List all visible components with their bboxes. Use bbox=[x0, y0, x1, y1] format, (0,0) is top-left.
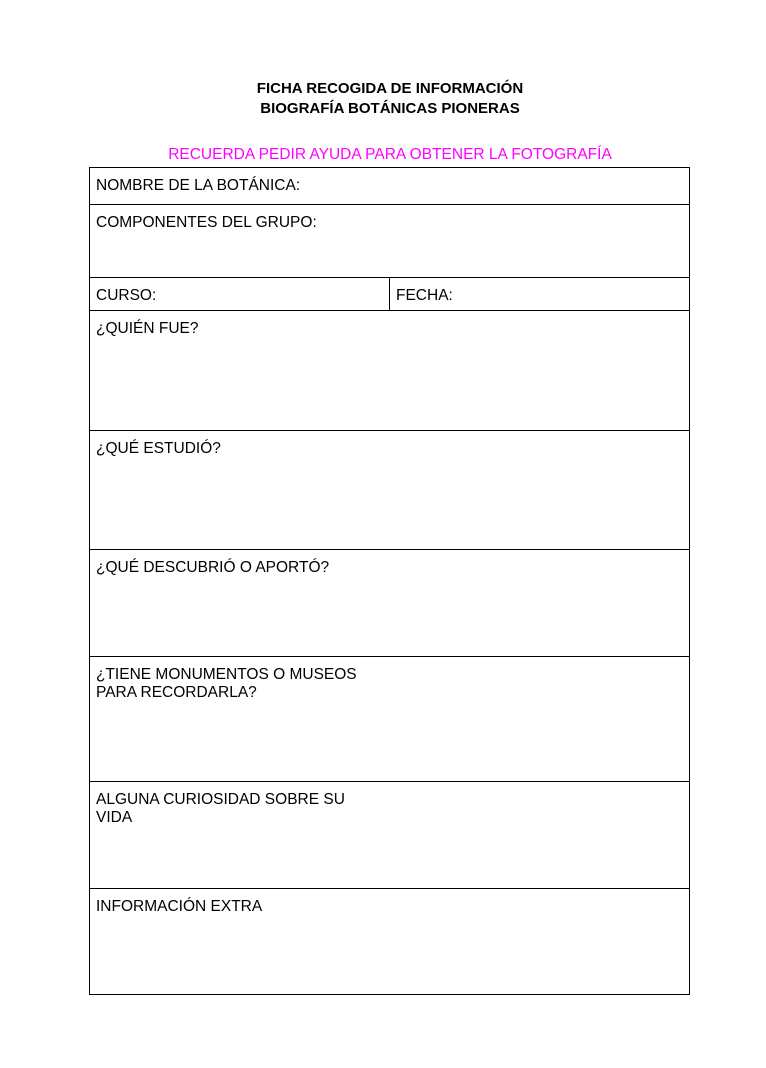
row-monuments bbox=[90, 656, 689, 781]
information-form bbox=[89, 167, 690, 995]
curiosity-label: ALGUNA CURIOSIDAD SOBRE SU VIDA bbox=[96, 791, 345, 826]
worksheet-title: FICHA RECOGIDA DE INFORMACIÓN bbox=[256, 80, 524, 97]
row-botanist-name bbox=[90, 168, 689, 204]
botanist-name-label: NOMBRE DE LA BOTÁNICA: bbox=[96, 177, 301, 194]
what-discovered-label: ¿QUÉ DESCUBRIÓ O APORTÓ? bbox=[96, 559, 330, 576]
row-what-studied bbox=[90, 430, 689, 549]
row-group-members bbox=[90, 204, 689, 277]
course-label: CURSO: bbox=[96, 287, 157, 304]
row-extra-info bbox=[90, 888, 689, 994]
row-curiosity bbox=[90, 781, 689, 888]
extra-info-label: INFORMACIÓN EXTRA bbox=[96, 898, 263, 915]
who-was-label: ¿QUIÉN FUE? bbox=[96, 320, 199, 337]
date-cell[interactable] bbox=[390, 278, 689, 310]
monuments-label: ¿TIENE MONUMENTOS O MUSEOS PARA RECORDARLA? bbox=[96, 666, 357, 701]
what-studied-label: ¿QUÉ ESTUDIÓ? bbox=[96, 440, 221, 457]
course-cell[interactable] bbox=[90, 278, 389, 310]
row-who-was bbox=[90, 310, 689, 430]
photo-reminder: RECUERDA PEDIR AYUDA PARA OBTENER LA FOTOGRAFÍA bbox=[168, 146, 612, 163]
group-members-label: COMPONENTES DEL GRUPO: bbox=[96, 214, 317, 231]
worksheet-subtitle: BIOGRAFÍA BOTÁNICAS PIONERAS bbox=[260, 100, 520, 117]
date-label: FECHA: bbox=[396, 287, 453, 304]
row-what-discovered bbox=[90, 549, 689, 656]
row-course-date bbox=[90, 277, 689, 310]
